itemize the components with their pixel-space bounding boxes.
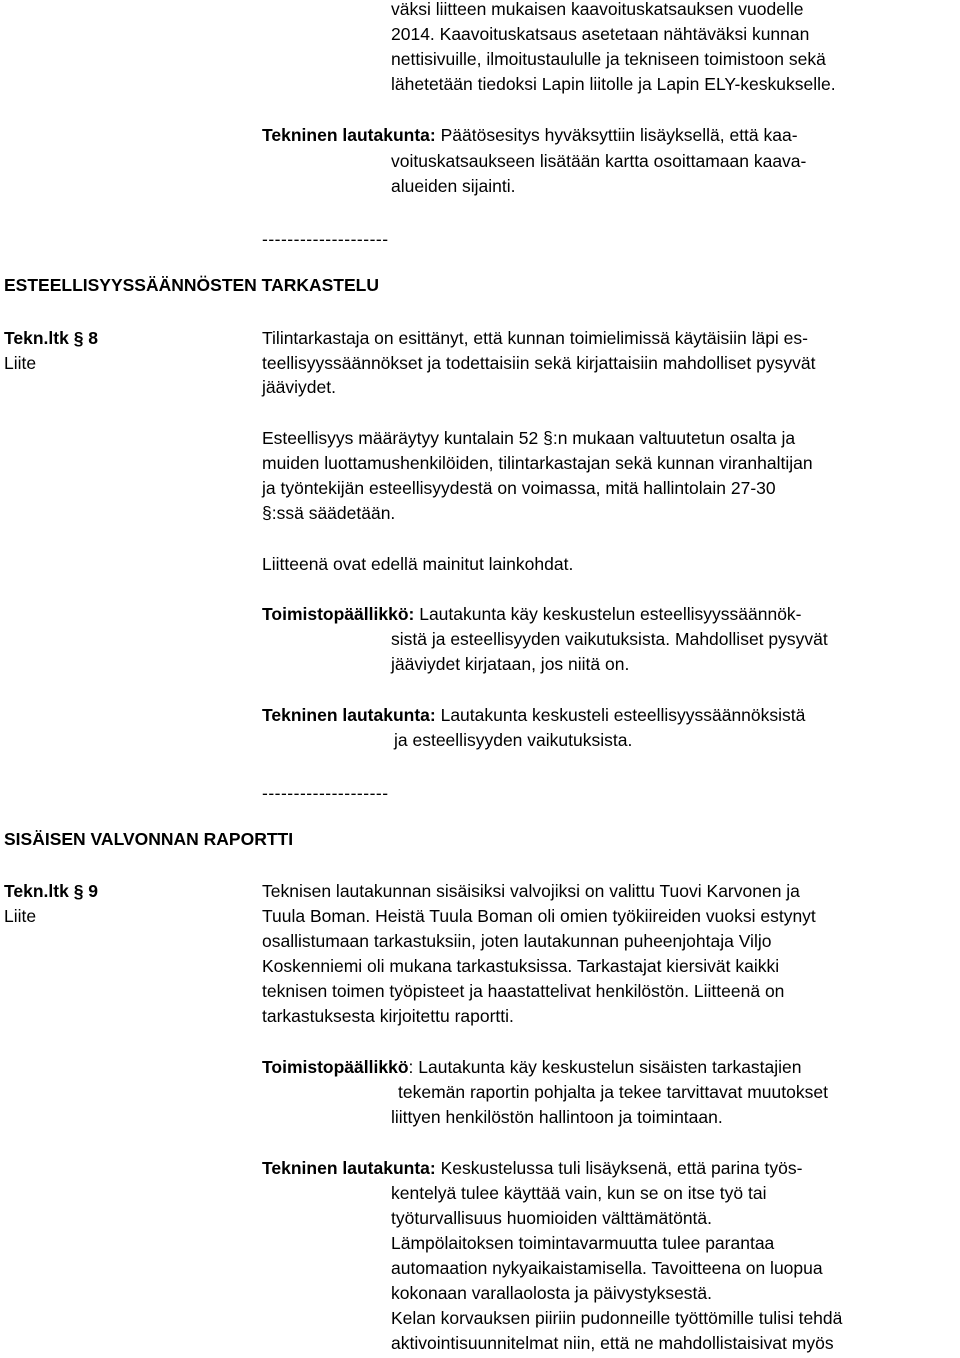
text-line: kokonaan varallaolosta ja päivystyksestä. bbox=[391, 1283, 713, 1303]
text-line: Kelan korvauksen piiriin pudonneille työttömille tulisi tehdä bbox=[391, 1308, 843, 1328]
text-line: voituskatsaukseen lisätään kartta osoittamaan kaava- bbox=[391, 151, 807, 171]
text-line: aktivointisuunnitelmat niin, että ne mahdollistaisivat myös bbox=[391, 1333, 834, 1353]
text-line: teknisen toimen työpisteet ja haastattelivat henkilöstön. Liitteenä on bbox=[262, 981, 785, 1001]
text-line: jääviydet. bbox=[262, 377, 336, 397]
section-heading: ESTEELLISYYSSÄÄNNÖSTEN TARKASTELU bbox=[4, 275, 379, 295]
proposal-label: Toimistopäällikkö bbox=[262, 1057, 409, 1077]
text-line: Lämpölaitoksen toimintavarmuutta tulee parantaa bbox=[391, 1233, 775, 1253]
text-line: Liitteenä ovat edellä mainitut lainkohdat. bbox=[262, 554, 574, 574]
text-line: tarkastuksesta kirjoitettu raportti. bbox=[262, 1006, 514, 1026]
separator: -------------------- bbox=[262, 229, 389, 249]
separator: -------------------- bbox=[262, 783, 389, 803]
text-line: 2014. Kaavoituskatsaus asetetaan nähtäväksi kunnan bbox=[391, 24, 810, 44]
decision-text: Keskustelussa tuli lisäyksenä, että parina työs- bbox=[435, 1158, 803, 1178]
proposal-line bbox=[262, 603, 802, 625]
proposal-text: : Lautakunta käy keskustelun sisäisten tarkastajien bbox=[408, 1057, 802, 1077]
decision-line bbox=[262, 124, 798, 146]
proposal-text: Lautakunta käy keskustelun esteellisyyssäännök- bbox=[414, 604, 802, 624]
proposal-label: Toimistopäällikkö: bbox=[262, 604, 415, 624]
decision-label: Tekninen lautakunta: bbox=[262, 705, 436, 725]
text-line: Tuula Boman. Heistä Tuula Boman oli omien työkiireiden vuoksi estynyt bbox=[262, 906, 816, 926]
attachment-label: Liite bbox=[4, 353, 37, 373]
text-line: tekemän raportin pohjalta ja tekee tarvittavat muutokset bbox=[398, 1082, 828, 1102]
text-line: Koskenniemi oli mukana tarkastuksissa. Tarkastajat kiersivät kaikki bbox=[262, 956, 780, 976]
text-line: Teknisen lautakunnan sisäisiksi valvojiksi on valittu Tuovi Karvonen ja bbox=[262, 881, 800, 901]
decision-text: Päätösesitys hyväksyttiin lisäyksellä, että kaa- bbox=[435, 125, 798, 145]
text-line: liittyen henkilöstön hallintoon ja toimintaan. bbox=[391, 1107, 723, 1127]
text-line: kentelyä tulee käyttää vain, kun se on itse työ tai bbox=[391, 1183, 767, 1203]
decision-line bbox=[262, 704, 805, 726]
text-line: sistä ja esteellisyyden vaikutuksista. Mahdolliset pysyvät bbox=[391, 629, 828, 649]
decision-label: Tekninen lautakunta: bbox=[262, 125, 436, 145]
decision-line bbox=[262, 1157, 802, 1179]
text-line: lähetetään tiedoksi Lapin liitolle ja Lapin ELY-keskukselle. bbox=[391, 74, 836, 94]
text-line: teellisyyssäännökset ja todettaisiin sekä kirjattaisiin mahdolliset pysyvät bbox=[262, 353, 816, 373]
text-line: muiden luottamushenkilöiden, tilintarkastajan sekä kunnan viranhaltijan bbox=[262, 453, 813, 473]
text-line: työturvallisuus huomioiden välttämätöntä. bbox=[391, 1208, 713, 1228]
text-line: Tilintarkastaja on esittänyt, että kunnan toimielimissä käytäisiin läpi es- bbox=[262, 328, 808, 348]
section-reference: Tekn.ltk § 8 bbox=[4, 328, 99, 348]
text-line: automaation nykyaikaistamisella. Tavoitteena on luopua bbox=[391, 1258, 823, 1278]
text-line: jääviydet kirjataan, jos niitä on. bbox=[391, 654, 630, 674]
decision-text: Lautakunta keskusteli esteellisyyssäännöksistä bbox=[435, 705, 806, 725]
text-line: alueiden sijainti. bbox=[391, 176, 516, 196]
text-line: ja työntekijän esteellisyydestä on voimassa, mitä hallintolain 27-30 bbox=[262, 478, 776, 498]
text-line: §:ssä säädetään. bbox=[262, 503, 396, 523]
attachment-label: Liite bbox=[4, 906, 37, 926]
text-line: Esteellisyys määräytyy kuntalain 52 §:n mukaan valtuutetun osalta ja bbox=[262, 428, 796, 448]
proposal-line bbox=[262, 1056, 802, 1078]
decision-label: Tekninen lautakunta: bbox=[262, 1158, 436, 1178]
section-reference: Tekn.ltk § 9 bbox=[4, 881, 99, 901]
text-line: väksi liitteen mukaisen kaavoituskatsauksen vuodelle bbox=[391, 0, 804, 19]
text-line: ja esteellisyyden vaikutuksista. bbox=[394, 730, 633, 750]
section-heading: SISÄISEN VALVONNAN RAPORTTI bbox=[4, 829, 294, 849]
text-line: nettisivuille, ilmoitustaululle ja tekniseen toimistoon sekä bbox=[391, 49, 826, 69]
text-line: osallistumaan tarkastuksiin, joten lautakunnan puheenjohtaja Viljo bbox=[262, 931, 772, 951]
